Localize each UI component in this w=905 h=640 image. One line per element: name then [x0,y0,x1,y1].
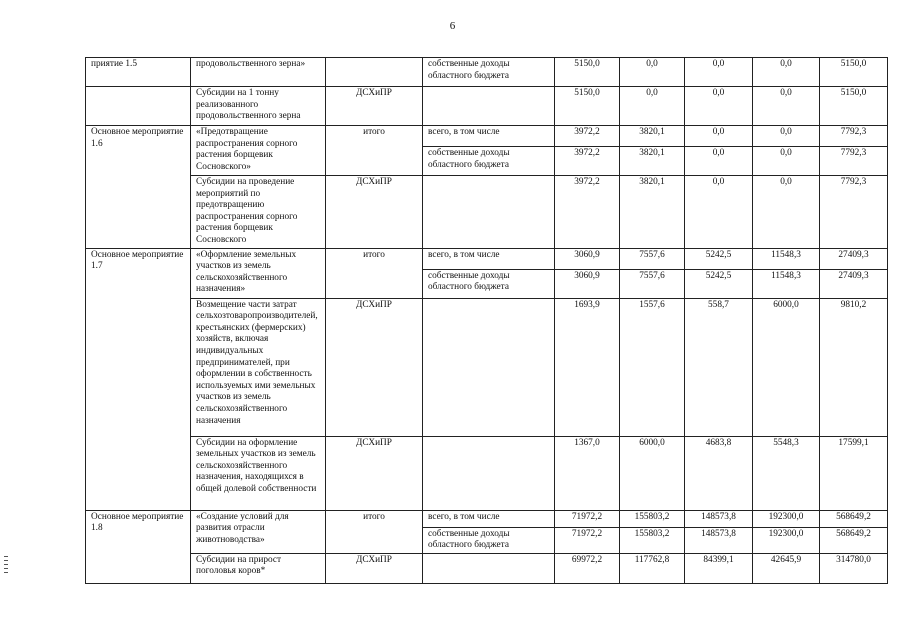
value-cell: 1693,9 [555,298,620,436]
value-cell: 3820,1 [620,147,685,176]
page-number: 6 [449,20,456,32]
value-cell: 0,0 [753,58,820,87]
value-cell: 0,0 [685,147,753,176]
value-cell: 7557,6 [620,269,685,298]
source-cell: всего, в том числе [423,126,555,147]
value-cell: 155803,2 [620,527,685,553]
value-cell: 7792,3 [820,176,888,249]
executor-cell: итого [326,510,423,553]
value-cell: 5150,0 [555,58,620,87]
budget-table [85,57,888,584]
source-cell: собственные доходы областного бюджета [423,527,555,553]
source-cell [423,176,555,249]
value-cell: 17599,1 [820,436,888,510]
value-cell: 5150,0 [820,87,888,126]
scan-margin-marks [4,556,8,576]
description-cell: Субсидии на 1 тонну реализованного продовольственного зерна [191,87,326,126]
source-cell [423,298,555,436]
activity-cell: приятие 1.5 [86,58,191,87]
value-cell: 0,0 [685,87,753,126]
value-cell: 1367,0 [555,436,620,510]
executor-cell: ДСХиПР [326,87,423,126]
description-cell: Субсидии на оформление земельных участков из земель сельскохозяйственного назначения, находящихся в общей долевой собственности [191,436,326,510]
table-row [86,176,888,249]
description-cell: Субсидии на прирост поголовья коров* [191,553,326,583]
value-cell: 3972,2 [555,147,620,176]
value-cell: 6000,0 [753,298,820,436]
value-cell: 0,0 [685,176,753,249]
value-cell: 5242,5 [685,269,753,298]
value-cell: 6000,0 [620,436,685,510]
description-cell: Субсидии на проведение мероприятий по предотвращению распространения сорного растения борщевик Сосновского [191,176,326,249]
value-cell: 0,0 [753,176,820,249]
activity-cell: Основное мероприятие 1.7 [86,248,191,510]
value-cell: 3972,2 [555,126,620,147]
description-cell: «Создание условий для развития отрасли животноводства» [191,510,326,553]
value-cell: 27409,3 [820,269,888,298]
table-row [86,126,888,147]
value-cell: 3820,1 [620,176,685,249]
value-cell: 4683,8 [685,436,753,510]
executor-cell [326,58,423,87]
value-cell: 5150,0 [555,87,620,126]
value-cell: 3060,9 [555,269,620,298]
value-cell: 5242,5 [685,248,753,269]
value-cell: 0,0 [685,58,753,87]
value-cell: 5548,3 [753,436,820,510]
value-cell: 192300,0 [753,527,820,553]
source-cell: всего, в том числе [423,248,555,269]
table-row [86,553,888,583]
table-row [86,510,888,527]
value-cell: 192300,0 [753,510,820,527]
value-cell: 7557,6 [620,248,685,269]
activity-cell: Основное мероприятие 1.8 [86,510,191,583]
value-cell: 314780,0 [820,553,888,583]
executor-cell: ДСХиПР [326,298,423,436]
value-cell: 42645,9 [753,553,820,583]
value-cell: 3060,9 [555,248,620,269]
description-cell: «Оформление земельных участков из земель сельскохозяйственного назначения» [191,248,326,298]
source-cell: собственные доходы областного бюджета [423,58,555,87]
table-row [86,58,888,87]
value-cell: 71972,2 [555,510,620,527]
description-cell: Возмещение части затрат сельхозтоваропроизводителей, крестьянских (фермерских) хозяйств, включая индивидуальных предпринимателей, при оформлении в собственность используемых ими земельных участков из земель сельскохозяйственного назначения [191,298,326,436]
source-cell [423,87,555,126]
value-cell: 0,0 [753,126,820,147]
table-row [86,87,888,126]
value-cell: 9810,2 [820,298,888,436]
value-cell: 1557,6 [620,298,685,436]
value-cell: 5150,0 [820,58,888,87]
value-cell: 0,0 [620,58,685,87]
source-cell: всего, в том числе [423,510,555,527]
description-cell: «Предотвращение распространения сорного растения борщевик Сосновского» [191,126,326,176]
value-cell: 0,0 [753,147,820,176]
value-cell: 568649,2 [820,510,888,527]
value-cell: 0,0 [685,126,753,147]
value-cell: 3820,1 [620,126,685,147]
value-cell: 568649,2 [820,527,888,553]
value-cell: 148573,8 [685,527,753,553]
value-cell: 69972,2 [555,553,620,583]
value-cell: 558,7 [685,298,753,436]
executor-cell: ДСХиПР [326,436,423,510]
activity-cell [86,87,191,126]
value-cell: 11548,3 [753,248,820,269]
value-cell: 71972,2 [555,527,620,553]
executor-cell: итого [326,126,423,176]
executor-cell: ДСХиПР [326,553,423,583]
table-row [86,298,888,436]
activity-cell: Основное мероприятие 1.6 [86,126,191,249]
value-cell: 84399,1 [685,553,753,583]
executor-cell: ДСХиПР [326,176,423,249]
table-row [86,248,888,269]
value-cell: 27409,3 [820,248,888,269]
description-cell: продовольственного зерна» [191,58,326,87]
executor-cell: итого [326,248,423,298]
value-cell: 155803,2 [620,510,685,527]
source-cell: собственные доходы областного бюджета [423,147,555,176]
value-cell: 7792,3 [820,126,888,147]
value-cell: 148573,8 [685,510,753,527]
value-cell: 0,0 [753,87,820,126]
value-cell: 117762,8 [620,553,685,583]
source-cell: собственные доходы областного бюджета [423,269,555,298]
value-cell: 3972,2 [555,176,620,249]
table-row [86,436,888,510]
value-cell: 0,0 [620,87,685,126]
source-cell [423,553,555,583]
value-cell: 11548,3 [753,269,820,298]
source-cell [423,436,555,510]
value-cell: 7792,3 [820,147,888,176]
